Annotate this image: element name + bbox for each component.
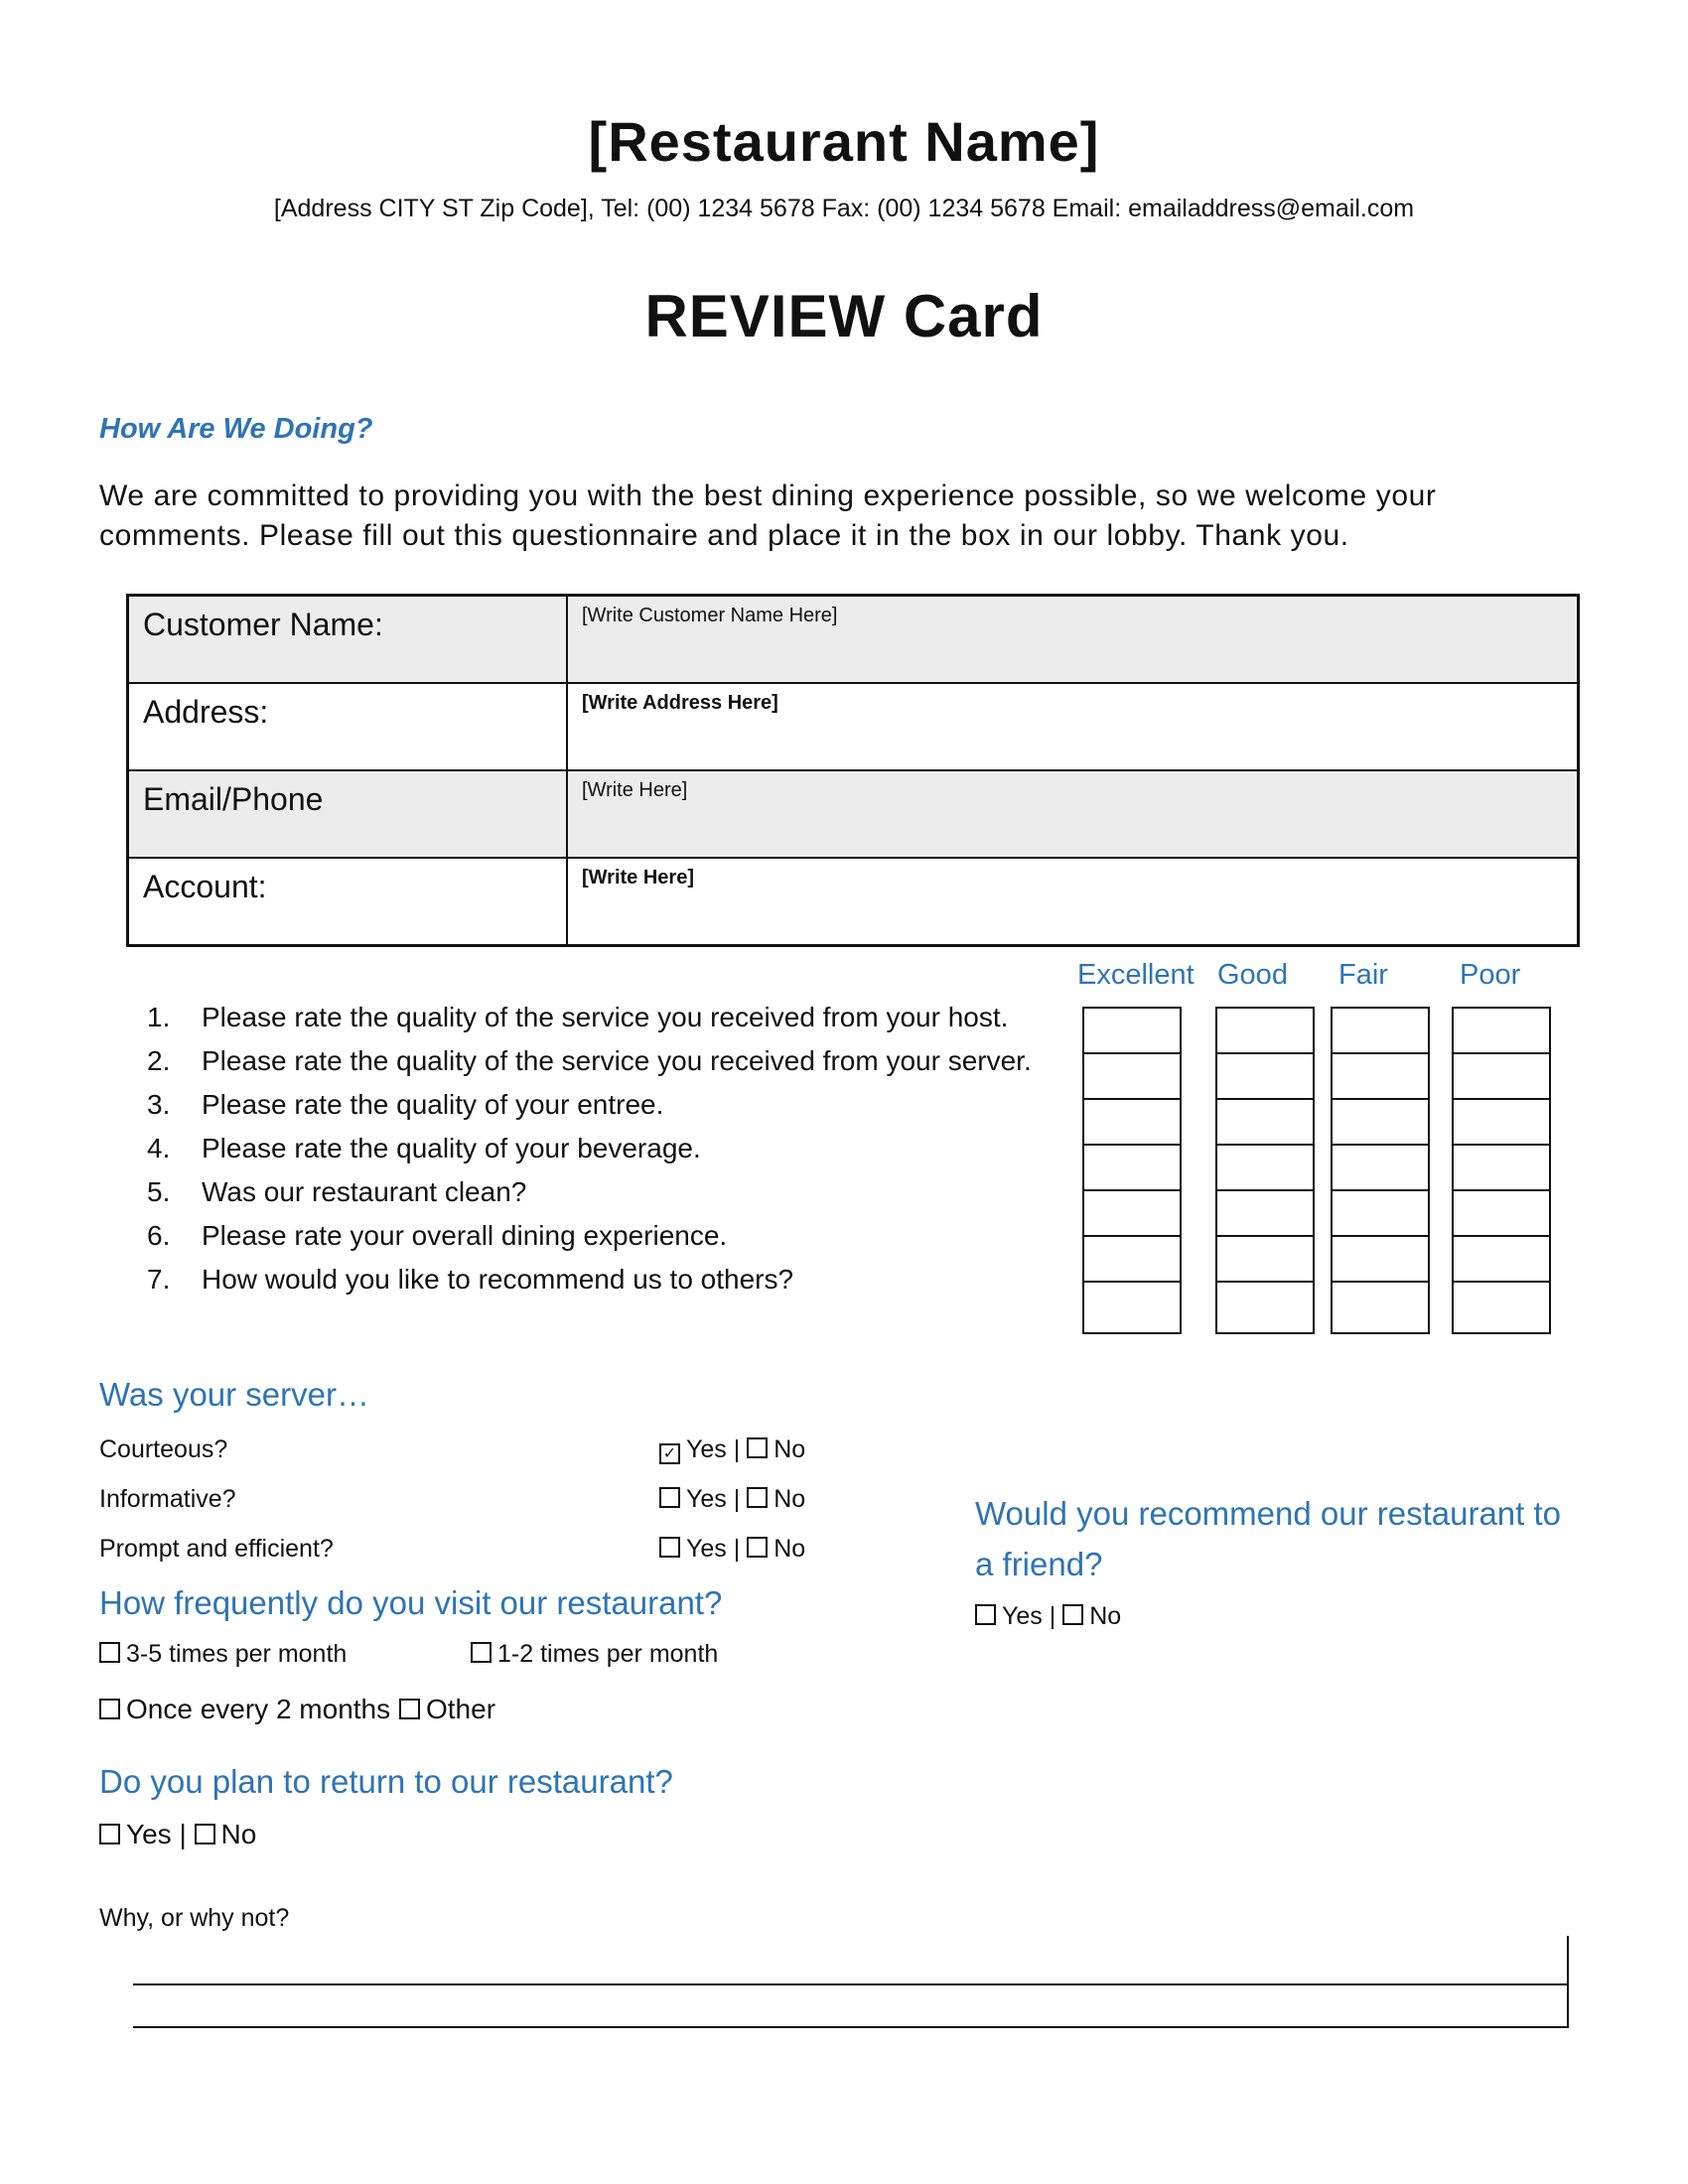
- rating-checkbox[interactable]: [1084, 1009, 1180, 1054]
- no-label: No: [1089, 1602, 1122, 1630]
- rating-checkbox[interactable]: [1217, 1054, 1313, 1100]
- question-text: How would you like to recommend us to others?: [202, 1264, 794, 1295]
- frequency-option: [399, 1694, 495, 1725]
- yes-label: Yes: [1002, 1602, 1043, 1630]
- rating-checkbox[interactable]: [1084, 1100, 1180, 1146]
- server-item-label: Prompt and efficient?: [99, 1535, 334, 1563]
- frequency-checkbox[interactable]: [99, 1642, 120, 1663]
- rating-column-poor: [1452, 1007, 1551, 1334]
- courteous-no-checkbox[interactable]: [747, 1437, 768, 1458]
- question-text: Please rate the quality of your entree.: [202, 1089, 664, 1120]
- rating-checkbox[interactable]: [1084, 1146, 1180, 1191]
- rating-checkbox[interactable]: [1333, 1237, 1428, 1283]
- rating-checkbox[interactable]: [1217, 1191, 1313, 1237]
- frequency-checkbox[interactable]: [99, 1699, 120, 1719]
- table-row: [128, 596, 1579, 684]
- rating-checkbox[interactable]: [1454, 1009, 1549, 1054]
- question-text: Was our restaurant clean?: [202, 1176, 527, 1207]
- return-no-checkbox[interactable]: [195, 1824, 215, 1844]
- rating-header-good: Good: [1217, 959, 1288, 991]
- question-number: 1.: [147, 1002, 171, 1032]
- option-label: Other: [426, 1694, 496, 1724]
- table-row: [128, 683, 1579, 770]
- rating-checkbox[interactable]: [1454, 1237, 1549, 1283]
- rating-question: [147, 1264, 793, 1296]
- rating-question: [147, 1045, 1032, 1077]
- rating-checkbox[interactable]: [1217, 1283, 1313, 1326]
- option-label: Once every 2 months: [126, 1694, 391, 1724]
- question-number: 6.: [147, 1220, 171, 1251]
- rating-checkbox[interactable]: [1333, 1100, 1428, 1146]
- rating-checkbox[interactable]: [1217, 1146, 1313, 1191]
- answer-line[interactable]: [133, 2026, 1569, 2028]
- informative-yes-checkbox[interactable]: [659, 1487, 680, 1508]
- rating-checkbox[interactable]: [1333, 1054, 1428, 1100]
- rating-checkbox[interactable]: [1084, 1237, 1180, 1283]
- courteous-yes-checkbox[interactable]: ✓: [659, 1443, 680, 1464]
- account-field[interactable]: [Write Here]: [567, 858, 1579, 946]
- prompt-no-checkbox[interactable]: [747, 1537, 768, 1558]
- intro-text: We are committed to providing you with the best dining experience possible, so we welcome your comments. Please fill out this questionnaire and place it in the box in our lobby. Thank you.: [99, 479, 1437, 552]
- rating-checkbox[interactable]: [1454, 1054, 1549, 1100]
- separator: |: [1049, 1602, 1056, 1630]
- account-label: Account:: [128, 858, 568, 946]
- recommend-options: [975, 1602, 1121, 1631]
- recommend-heading-line2: a friend?: [975, 1546, 1103, 1582]
- customer-info-table: [126, 594, 1580, 947]
- rating-header-excellent: Excellent: [1077, 959, 1195, 991]
- frequency-option: [471, 1640, 718, 1669]
- frequency-option: [99, 1640, 347, 1669]
- question-text: Please rate the quality of the service you received from your host.: [202, 1002, 1009, 1032]
- question-text: Please rate your overall dining experience.: [202, 1220, 728, 1251]
- rating-header-fair: Fair: [1338, 959, 1388, 991]
- restaurant-name: [Restaurant Name]: [588, 110, 1100, 173]
- server-item-options: [659, 1435, 805, 1464]
- rating-checkbox[interactable]: [1454, 1146, 1549, 1191]
- return-yes-checkbox[interactable]: [99, 1824, 120, 1844]
- server-item-label: Courteous?: [99, 1435, 228, 1463]
- customer-name-label: Customer Name:: [128, 596, 568, 684]
- rating-question: [147, 1002, 1008, 1033]
- rating-checkbox[interactable]: [1333, 1009, 1428, 1054]
- rating-checkbox[interactable]: [1454, 1191, 1549, 1237]
- rating-checkbox[interactable]: [1217, 1100, 1313, 1146]
- contact-line: [Address CITY ST Zip Code], Tel: (00) 1234 5678 Fax: (00) 1234 5678 Email: emailaddress@email.com: [273, 195, 1415, 222]
- server-item-options: [659, 1485, 805, 1514]
- recommend-heading: Would you recommend our restaurant to: [975, 1495, 1562, 1532]
- return-heading: Do you plan to return to our restaurant?: [99, 1763, 673, 1800]
- card-title: REVIEW Card: [644, 283, 1044, 349]
- frequency-checkbox[interactable]: [399, 1699, 420, 1719]
- separator: |: [733, 1435, 741, 1463]
- no-label: No: [774, 1485, 806, 1513]
- frequency-option: [99, 1694, 390, 1725]
- informative-no-checkbox[interactable]: [747, 1487, 768, 1508]
- question-number: 7.: [147, 1264, 171, 1295]
- separator: |: [179, 1819, 187, 1849]
- no-label: No: [774, 1435, 806, 1463]
- question-number: 2.: [147, 1045, 171, 1076]
- rating-checkbox[interactable]: [1333, 1283, 1428, 1326]
- prompt-yes-checkbox[interactable]: [659, 1537, 680, 1558]
- rating-checkbox[interactable]: [1084, 1283, 1180, 1326]
- question-number: 4.: [147, 1133, 171, 1163]
- rating-checkbox[interactable]: [1333, 1191, 1428, 1237]
- rating-question: [147, 1133, 701, 1164]
- rating-column-fair: [1331, 1007, 1430, 1334]
- no-label: No: [774, 1535, 806, 1563]
- yes-label: Yes: [126, 1819, 172, 1849]
- option-label: 1-2 times per month: [497, 1640, 719, 1668]
- rating-header-poor: Poor: [1460, 959, 1521, 991]
- rating-checkbox[interactable]: [1454, 1283, 1549, 1326]
- rating-question: [147, 1176, 526, 1208]
- rating-question: [147, 1220, 727, 1252]
- return-options: [99, 1819, 256, 1850]
- option-label: 3-5 times per month: [126, 1640, 348, 1668]
- recommend-yes-checkbox[interactable]: [975, 1604, 996, 1625]
- frequency-checkbox[interactable]: [471, 1642, 492, 1663]
- rating-question: [147, 1089, 663, 1121]
- separator: |: [733, 1535, 741, 1563]
- server-item-options: [659, 1535, 805, 1564]
- why-label: Why, or why not?: [99, 1904, 290, 1932]
- rating-checkbox[interactable]: [1084, 1054, 1180, 1100]
- divider: [1567, 1936, 1569, 2028]
- email-phone-label: Email/Phone: [128, 770, 568, 858]
- separator: |: [733, 1485, 741, 1513]
- no-label: No: [220, 1819, 257, 1849]
- address-field[interactable]: [Write Address Here]: [567, 683, 1579, 770]
- question-text: Please rate the quality of your beverage.: [202, 1133, 701, 1163]
- rating-checkbox[interactable]: [1333, 1146, 1428, 1191]
- rating-column-excellent: [1082, 1007, 1182, 1334]
- email-phone-field[interactable]: [Write Here]: [567, 770, 1579, 858]
- frequency-heading: How frequently do you visit our restaurant?: [99, 1584, 723, 1621]
- answer-line[interactable]: [133, 1983, 1569, 1985]
- rating-checkbox[interactable]: [1217, 1237, 1313, 1283]
- address-label: Address:: [128, 683, 568, 770]
- question-text: Please rate the quality of the service you received from your server.: [202, 1045, 1032, 1076]
- server-heading: Was your server…: [99, 1376, 369, 1413]
- yes-label: Yes: [686, 1485, 727, 1513]
- recommend-no-checkbox[interactable]: [1062, 1604, 1083, 1625]
- table-row: [128, 770, 1579, 858]
- rating-checkbox[interactable]: [1084, 1191, 1180, 1237]
- table-row: [128, 858, 1579, 946]
- question-number: 5.: [147, 1176, 171, 1207]
- question-number: 3.: [147, 1089, 171, 1120]
- yes-label: Yes: [686, 1435, 727, 1463]
- yes-label: Yes: [686, 1535, 727, 1563]
- rating-checkbox[interactable]: [1217, 1009, 1313, 1054]
- server-item-label: Informative?: [99, 1485, 236, 1513]
- rating-checkbox[interactable]: [1454, 1100, 1549, 1146]
- customer-name-field[interactable]: [Write Customer Name Here]: [567, 596, 1579, 684]
- intro-heading: How Are We Doing?: [99, 413, 373, 445]
- rating-column-good: [1215, 1007, 1315, 1334]
